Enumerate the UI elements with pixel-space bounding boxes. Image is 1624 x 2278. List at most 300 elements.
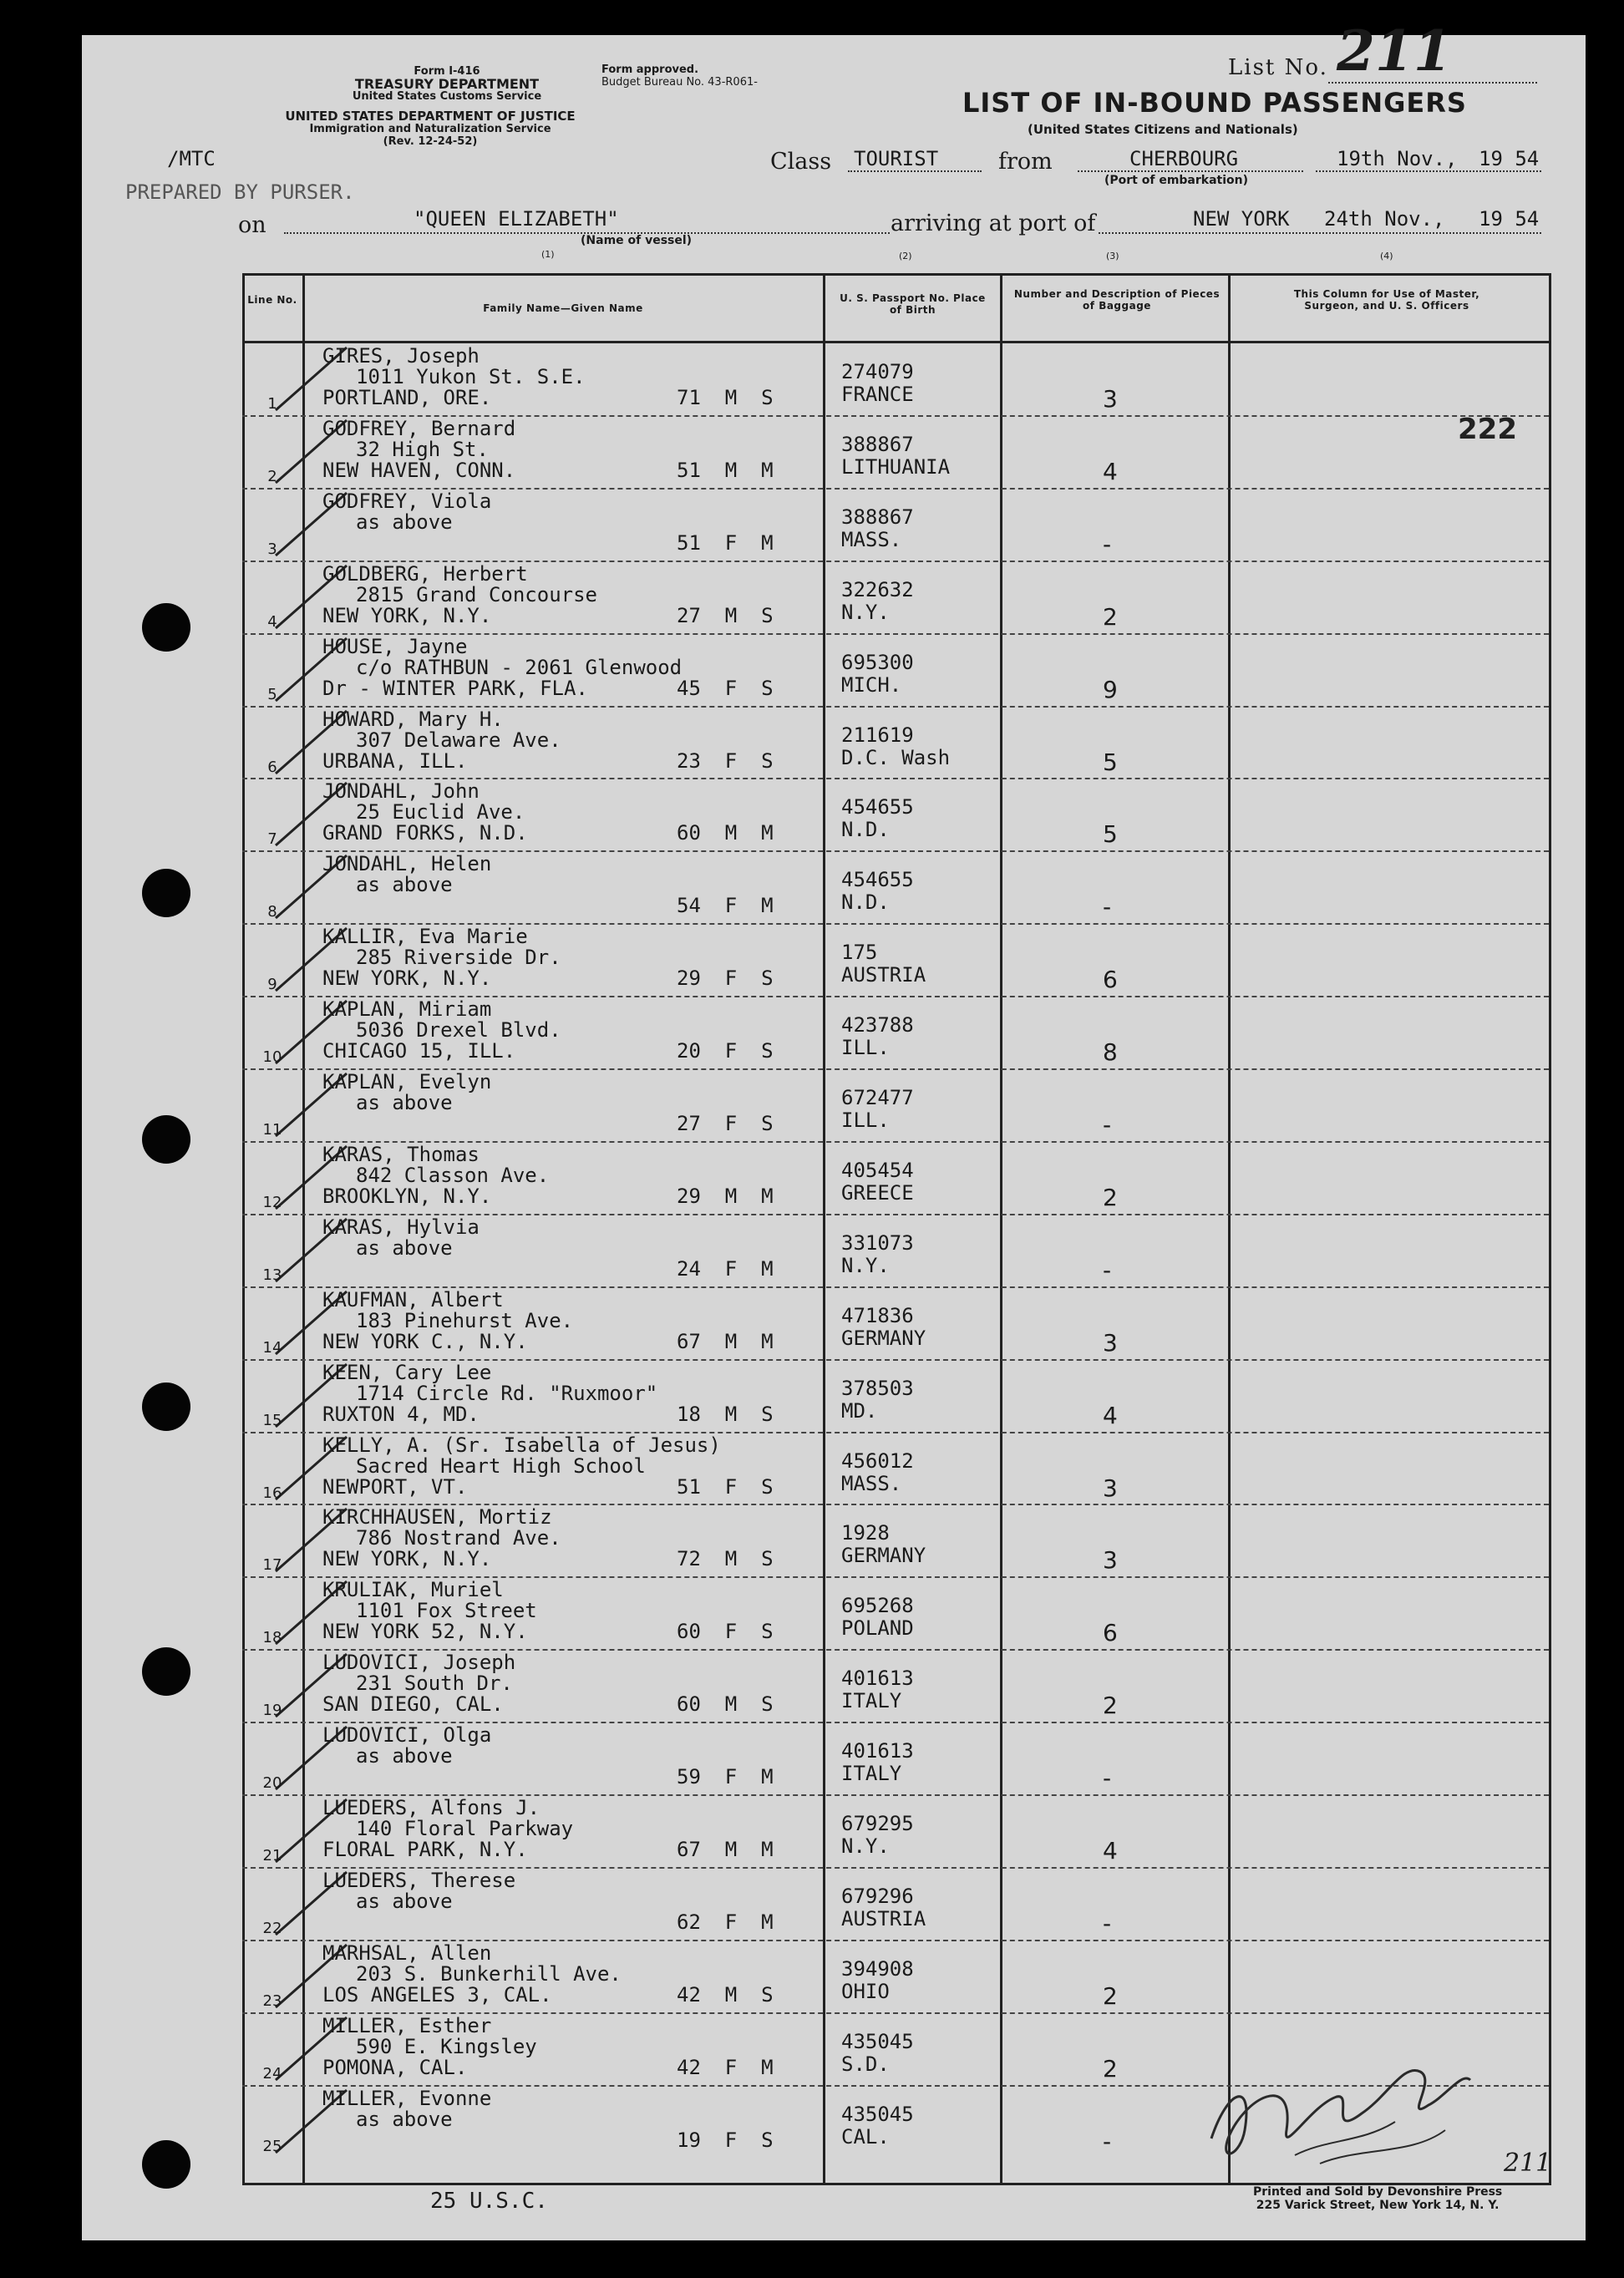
customs-service: United States Customs Service	[352, 90, 542, 103]
passenger-name-block	[322, 1652, 515, 1715]
age-sex-status: 18 M S	[677, 1402, 774, 1426]
table-row	[242, 996, 1546, 1068]
budget-bureau: Budget Bureau No. 43-R061-	[601, 76, 758, 89]
birth-place: AUSTRIA	[841, 963, 926, 987]
passport-block	[841, 652, 914, 697]
header-officers: This Column for Use of Master, Surgeon, and U. S. Officers	[1293, 288, 1480, 312]
passenger-name-block	[322, 1435, 721, 1498]
from-line	[1078, 170, 1303, 172]
passport-number: 378503	[841, 1376, 914, 1400]
age-sex-status: 42 M S	[677, 1982, 774, 2007]
table-row	[242, 633, 1546, 705]
list-no-label: List No.	[1228, 55, 1328, 80]
birth-place: N.Y.	[841, 600, 890, 624]
address-line-1: as above	[356, 1091, 453, 1114]
birth-place: POLAND	[841, 1616, 914, 1641]
passport-number: 435045	[841, 2102, 914, 2126]
age-sex-status: 27 M S	[677, 603, 774, 627]
passenger-name: LUDOVICI, Olga	[322, 1723, 492, 1748]
passport-number: 1928	[841, 1521, 890, 1545]
age-sex-status: 20 F S	[677, 1039, 774, 1063]
passenger-name-block	[322, 709, 561, 772]
ins-title: Immigration and Naturalization Service	[309, 123, 551, 135]
passport-block	[841, 506, 914, 551]
passenger-name: JONDAHL, Helen	[322, 852, 492, 876]
birth-place: ITALY	[841, 1689, 902, 1713]
passport-block	[841, 1595, 914, 1640]
caption-3: (3)	[1106, 251, 1119, 261]
printer-note	[1253, 2185, 1502, 2212]
passenger-name: MILLER, Esther	[322, 2013, 492, 2037]
table-row	[242, 1940, 1546, 2012]
birth-place: GERMANY	[841, 1544, 926, 1568]
arrival-year: 19 54	[1479, 207, 1540, 231]
baggage-count: 3	[1103, 385, 1118, 413]
table-row	[242, 561, 1546, 632]
baggage-count: -	[1103, 530, 1112, 558]
line-number: 2	[267, 467, 277, 485]
passport-block	[841, 1232, 914, 1277]
passport-number: 456012	[841, 1448, 914, 1473]
header-baggage: Number and Description of Pieces of Baggage	[1013, 288, 1221, 312]
table-row	[242, 342, 1546, 414]
address-line-1: 231 South Dr.	[356, 1672, 513, 1696]
address-line-2: LOS ANGELES 3, CAL.	[322, 1982, 552, 2007]
passport-block	[841, 724, 950, 769]
punch-hole	[142, 1115, 190, 1164]
birth-place: D.C. Wash	[841, 745, 951, 769]
passport-block	[841, 1667, 914, 1712]
passenger-name-block	[322, 1362, 657, 1425]
line-number: 6	[267, 758, 277, 776]
age-sex-status: 19 F S	[677, 2128, 774, 2152]
address-line-2: Dr - WINTER PARK, FLA.	[322, 676, 588, 700]
baggage-count: 6	[1103, 966, 1118, 994]
passport-number: 322632	[841, 577, 914, 601]
passport-block	[841, 1305, 926, 1350]
age-sex-status: 60 M M	[677, 821, 774, 845]
passenger-name-block	[322, 2013, 537, 2079]
address-line-2: NEWPORT, VT.	[322, 1474, 468, 1499]
table-row	[242, 488, 1546, 560]
header-name: Family Name—Given Name	[483, 302, 643, 314]
caption-1: (1)	[541, 249, 555, 260]
passenger-name-block	[322, 1507, 561, 1570]
passenger-name: JONDAHL, John	[322, 779, 480, 804]
address-line-1: as above	[356, 2107, 453, 2131]
address-line-2: NEW YORK, N.Y.	[322, 603, 492, 627]
baggage-count: -	[1103, 893, 1112, 921]
passport-number: 331073	[841, 1230, 914, 1255]
passport-block	[841, 2031, 914, 2076]
passenger-name: KAUFMAN, Albert	[322, 1287, 504, 1311]
mtc-note: /MTC	[167, 147, 216, 170]
age-sex-status: 27 F S	[677, 1112, 774, 1135]
table-row	[242, 415, 1546, 487]
passenger-name: HOUSE, Jayne	[322, 634, 468, 658]
line-number: 1	[267, 395, 277, 413]
list-number: 211	[1337, 18, 1452, 84]
passenger-name: KEEN, Cary Lee	[322, 1360, 492, 1384]
baggage-count: -	[1103, 1909, 1112, 1937]
line-number: 22	[262, 1919, 282, 1937]
table-row	[242, 1432, 1546, 1504]
address-line-1: c/o RATHBUN - 2061 Glenwood	[356, 655, 683, 679]
address-line-1: 5036 Drexel Blvd.	[356, 1018, 561, 1043]
passport-number: 388867	[841, 432, 914, 456]
departure-year: 19 54	[1479, 147, 1540, 170]
date-line	[1316, 170, 1541, 172]
line-number: 14	[262, 1338, 282, 1357]
baggage-count: 8	[1103, 1038, 1118, 1067]
passenger-name: KIRCHHAUSEN, Mortiz	[322, 1505, 552, 1530]
address-line-2: RUXTON 4, MD.	[322, 1402, 480, 1426]
age-sex-status: 60 M S	[677, 1692, 774, 1717]
baggage-count: 2	[1103, 1981, 1118, 2010]
birth-place: S.D.	[841, 2052, 890, 2076]
revision: (Rev. 12-24-52)	[383, 135, 478, 148]
passenger-name-block	[322, 1725, 491, 1767]
caption-4: (4)	[1380, 251, 1393, 261]
birth-place: N.D.	[841, 818, 890, 842]
class-value: TOURIST	[854, 147, 939, 170]
passport-number: 175	[841, 941, 878, 965]
passenger-name: MARHSAL, Allen	[322, 1941, 492, 1965]
address-line-1: as above	[356, 1744, 453, 1768]
age-sex-status: 23 F S	[677, 748, 774, 773]
passport-number: 679295	[841, 1812, 914, 1835]
arriving-label: arriving at port of	[891, 211, 1096, 236]
age-sex-status: 54 F M	[677, 894, 774, 918]
address-line-2: GRAND FORKS, N.D.	[322, 821, 528, 845]
address-line-1: as above	[356, 1235, 453, 1260]
address-line-1: 1011 Yukon St. S.E.	[356, 365, 586, 388]
line-number: 24	[262, 2064, 282, 2083]
class-line	[848, 170, 982, 172]
printer-line-2: 225 Varick Street, New York 14, N. Y.	[1256, 2199, 1500, 2212]
age-sex-status: 29 F S	[677, 967, 774, 991]
address-line-2: CHICAGO 15, ILL.	[322, 1039, 516, 1063]
passport-block	[841, 941, 926, 987]
baggage-count: 5	[1103, 820, 1118, 849]
passport-number: 394908	[841, 1956, 914, 1981]
table-row	[242, 1068, 1546, 1140]
line-number: 8	[267, 903, 277, 921]
address-line-2: NEW HAVEN, CONN.	[322, 458, 516, 482]
baggage-count: 3	[1103, 1474, 1118, 1502]
passenger-name: KELLY, A. (Sr. Isabella of Jesus)	[322, 1433, 721, 1457]
passport-block	[841, 361, 914, 406]
address-line-1: 32 High St.	[356, 437, 489, 461]
birth-place: AUSTRIA	[841, 1906, 926, 1930]
address-line-2: POMONA, CAL.	[322, 2055, 468, 2079]
from-label: from	[998, 149, 1053, 175]
passenger-name-block	[322, 634, 683, 700]
age-sex-status: 51 F S	[677, 1474, 774, 1499]
address-line-2: FLORAL PARK, N.Y.	[322, 1838, 528, 1861]
table-row	[242, 1141, 1546, 1213]
passenger-name-block	[322, 1798, 573, 1860]
table-row	[242, 1722, 1546, 1793]
embark-port: CHERBOURG	[1129, 147, 1239, 170]
baggage-count: 5	[1103, 748, 1118, 776]
passenger-name-block	[322, 2088, 491, 2130]
vessel-name: "QUEEN ELIZABETH"	[414, 207, 619, 231]
age-sex-status: 45 F S	[677, 676, 774, 700]
birth-place: MASS.	[841, 527, 902, 551]
passport-block	[841, 1522, 926, 1567]
address-line-1: 2815 Grand Concourse	[356, 582, 597, 606]
line-number: 23	[262, 1991, 282, 2010]
birth-place: ILL.	[841, 1109, 890, 1132]
passenger-name: KAPLAN, Evelyn	[322, 1070, 492, 1093]
passenger-name-block	[322, 346, 586, 408]
printer-line-1: Printed and Sold by Devonshire Press	[1253, 2185, 1503, 2199]
birth-place: N.Y.	[841, 1834, 890, 1858]
address-line-2: NEW YORK, N.Y.	[322, 1547, 492, 1571]
age-sex-status: 71 M S	[677, 386, 774, 409]
punch-hole	[142, 1383, 190, 1431]
line-number: 4	[267, 612, 277, 631]
baggage-count: -	[1103, 2127, 1112, 2155]
on-label: on	[238, 212, 266, 238]
line-number: 5	[267, 685, 277, 703]
passport-block	[841, 796, 914, 841]
passport-block	[841, 434, 950, 479]
passenger-name-block	[322, 561, 597, 627]
corner-number: 211	[1504, 2149, 1552, 2178]
birth-place: MASS.	[841, 1471, 902, 1495]
address-line-2: BROOKLYN, N.Y.	[322, 1184, 492, 1208]
passenger-name: KAPLAN, Miriam	[322, 997, 492, 1022]
table-row	[242, 850, 1546, 922]
header-line-no: Line No.	[247, 294, 297, 306]
passport-block	[841, 579, 914, 624]
passenger-name-block	[322, 854, 491, 895]
passenger-name-block	[322, 1580, 537, 1642]
passport-block	[841, 1813, 914, 1858]
age-sex-status: 62 F M	[677, 1910, 774, 1934]
line-number: 7	[267, 830, 277, 849]
passport-number: 471836	[841, 1303, 914, 1327]
birth-place: ILL.	[841, 1036, 890, 1060]
passport-number: 695300	[841, 650, 914, 674]
age-sex-status: 72 M S	[677, 1547, 774, 1571]
header-passport: U. S. Passport No. Place of Birth	[840, 292, 986, 316]
birth-place: GERMANY	[841, 1326, 926, 1350]
officer-signature	[1195, 2038, 1495, 2180]
arrival-date: 24th Nov.,	[1324, 207, 1445, 231]
address-line-1: 140 Floral Parkway	[356, 1817, 574, 1840]
line-number: 19	[262, 1702, 282, 1720]
table-row	[242, 1794, 1546, 1866]
address-line-1: 1101 Fox Street	[356, 1599, 537, 1623]
address-line-1: Sacred Heart High School	[356, 1454, 646, 1478]
passenger-name-block	[322, 1072, 491, 1114]
age-sex-status: 67 M M	[677, 1329, 774, 1353]
age-sex-status: 59 F M	[677, 1765, 774, 1789]
line-number: 25	[262, 2137, 282, 2155]
address-line-2: NEW YORK C., N.Y.	[322, 1329, 528, 1353]
line-number: 12	[262, 1193, 282, 1211]
budget-approval	[601, 63, 852, 89]
punch-hole	[142, 869, 190, 917]
passport-block	[841, 1958, 914, 2003]
form-header-justice	[238, 110, 622, 148]
line-number: 17	[262, 1556, 282, 1575]
caption-2: (2)	[899, 251, 912, 261]
passenger-name-block	[322, 1870, 515, 1912]
baggage-count: 9	[1103, 675, 1118, 703]
passenger-name-block	[322, 1943, 622, 2006]
baggage-count: -	[1103, 1764, 1112, 1793]
line-number: 13	[262, 1266, 282, 1284]
form-header-treasury	[343, 65, 551, 103]
address-line-1: 285 Riverside Dr.	[356, 946, 561, 970]
line-number: 15	[262, 1411, 282, 1429]
passenger-name: KRULIAK, Muriel	[322, 1578, 504, 1602]
table-row	[242, 1576, 1546, 1648]
line-number: 21	[262, 1847, 282, 1865]
passport-number: 211619	[841, 723, 914, 747]
address-line-2: SAN DIEGO, CAL.	[322, 1692, 504, 1717]
line-number: 16	[262, 1484, 282, 1502]
baggage-count: -	[1103, 1256, 1112, 1284]
line-number: 9	[267, 976, 277, 994]
baggage-count: 2	[1103, 602, 1118, 631]
address-line-1: 25 Euclid Ave.	[356, 800, 525, 824]
baggage-count: -	[1103, 1111, 1112, 1139]
passenger-name-block	[322, 1217, 480, 1259]
passenger-name: MILLER, Evonne	[322, 2086, 492, 2110]
baggage-count: 2	[1103, 2054, 1118, 2083]
address-line-1: 590 E. Kingsley	[356, 2034, 537, 2058]
embark-caption: (Port of embarkation)	[1104, 174, 1249, 187]
age-sex-status: 51 M M	[677, 458, 774, 482]
baggage-count: 4	[1103, 1837, 1118, 1865]
address-line-2: NEW YORK 52, N.Y.	[322, 1620, 528, 1644]
passenger-name: LUEDERS, Alfons J.	[322, 1796, 540, 1819]
punch-hole	[142, 2140, 190, 2189]
vessel-caption: (Name of vessel)	[581, 234, 693, 247]
passenger-name-block	[322, 491, 491, 533]
passenger-name: GOLDBERG, Herbert	[322, 561, 528, 586]
arrival-port: NEW YORK	[1193, 207, 1290, 231]
passenger-name-block	[322, 926, 561, 989]
passport-block	[841, 1885, 926, 1930]
table-row	[242, 1867, 1546, 1939]
line-number: 18	[262, 1629, 282, 1647]
address-line-1: 786 Nostrand Ave.	[356, 1526, 561, 1550]
table-row	[242, 1649, 1546, 1721]
table-row	[242, 1214, 1546, 1286]
age-sex-status: 67 M M	[677, 1838, 774, 1861]
doj-title: UNITED STATES DEPARTMENT OF JUSTICE	[285, 109, 576, 124]
address-line-1: 1714 Circle Rd. "Ruxmoor"	[356, 1381, 658, 1405]
passport-number: 454655	[841, 795, 914, 819]
class-label: Class	[770, 149, 832, 175]
age-sex-status: 42 F M	[677, 2055, 774, 2079]
line-number: 20	[262, 1774, 282, 1793]
passport-number: 672477	[841, 1086, 914, 1109]
passenger-name: GODFREY, Viola	[322, 489, 492, 513]
table-row	[242, 778, 1546, 850]
passport-number: 274079	[841, 360, 914, 383]
passenger-name: LUEDERS, Therese	[322, 1868, 516, 1892]
line-number: 3	[267, 540, 277, 558]
document-title: LIST OF IN-BOUND PASSENGERS	[962, 87, 1467, 119]
line-number: 10	[262, 1048, 282, 1067]
address-line-2: URBANA, ILL.	[322, 748, 468, 773]
birth-place: MICH.	[841, 672, 902, 697]
table-row	[242, 1504, 1546, 1575]
passport-number: 679296	[841, 1884, 914, 1908]
form-approved: Form approved.	[601, 63, 699, 76]
passport-number: 454655	[841, 868, 914, 892]
departure-date: 19th Nov.,	[1337, 147, 1458, 170]
address-line-1: 307 Delaware Ave.	[356, 728, 561, 752]
passenger-name-block	[322, 1144, 549, 1207]
usc-note: 25 U.S.C.	[430, 2189, 548, 2214]
passport-block	[841, 1377, 914, 1423]
punch-hole	[142, 1647, 190, 1696]
address-line-1: as above	[356, 873, 453, 897]
treasury-dept: TREASURY DEPARTMENT	[354, 76, 540, 92]
address-line-1: as above	[356, 510, 453, 534]
prepared-by: PREPARED BY PURSER.	[125, 180, 355, 204]
age-sex-status: 60 F S	[677, 1620, 774, 1644]
baggage-count: 2	[1103, 1692, 1118, 1720]
baggage-count: 3	[1103, 1328, 1118, 1357]
age-sex-status: 51 F M	[677, 530, 774, 555]
passenger-name: GIRES, Joseph	[322, 344, 480, 368]
birth-place: N.Y.	[841, 1253, 890, 1277]
punch-hole	[142, 603, 190, 652]
passenger-name: HOWARD, Mary H.	[322, 707, 504, 731]
passport-number: 388867	[841, 505, 914, 529]
passport-number: 423788	[841, 1013, 914, 1038]
document-subtitle: (United States Citizens and Nationals)	[1028, 122, 1298, 137]
birth-place: LITHUANIA	[841, 454, 951, 479]
birth-place: CAL.	[841, 2124, 890, 2149]
birth-place: GREECE	[841, 1180, 914, 1205]
passenger-name: GODFREY, Bernard	[322, 416, 516, 440]
table-row	[242, 706, 1546, 778]
passport-number: 435045	[841, 2029, 914, 2053]
passenger-name: LUDOVICI, Joseph	[322, 1651, 516, 1675]
passport-block	[841, 869, 914, 914]
passport-number: 401613	[841, 1667, 914, 1691]
birth-place: ITALY	[841, 1762, 902, 1786]
table-row	[242, 1286, 1546, 1358]
address-line-1: 183 Pinehurst Ave.	[356, 1308, 574, 1332]
passport-number: 695268	[841, 1594, 914, 1618]
table-row	[242, 1359, 1546, 1431]
passport-number: 401613	[841, 1739, 914, 1763]
age-sex-status: 29 M M	[677, 1184, 774, 1208]
baggage-count: 3	[1103, 1546, 1118, 1575]
birth-place: FRANCE	[841, 383, 914, 406]
address-line-2: PORTLAND, ORE.	[322, 386, 492, 409]
birth-place: OHIO	[841, 1979, 890, 2003]
passport-block	[841, 1740, 914, 1785]
passenger-name: KARAS, Hylvia	[322, 1215, 480, 1239]
passport-block	[841, 1014, 914, 1059]
table-row	[242, 923, 1546, 995]
form-number: Form I-416	[414, 65, 480, 78]
passport-block	[841, 1087, 914, 1132]
arrival-line	[1099, 232, 1541, 234]
